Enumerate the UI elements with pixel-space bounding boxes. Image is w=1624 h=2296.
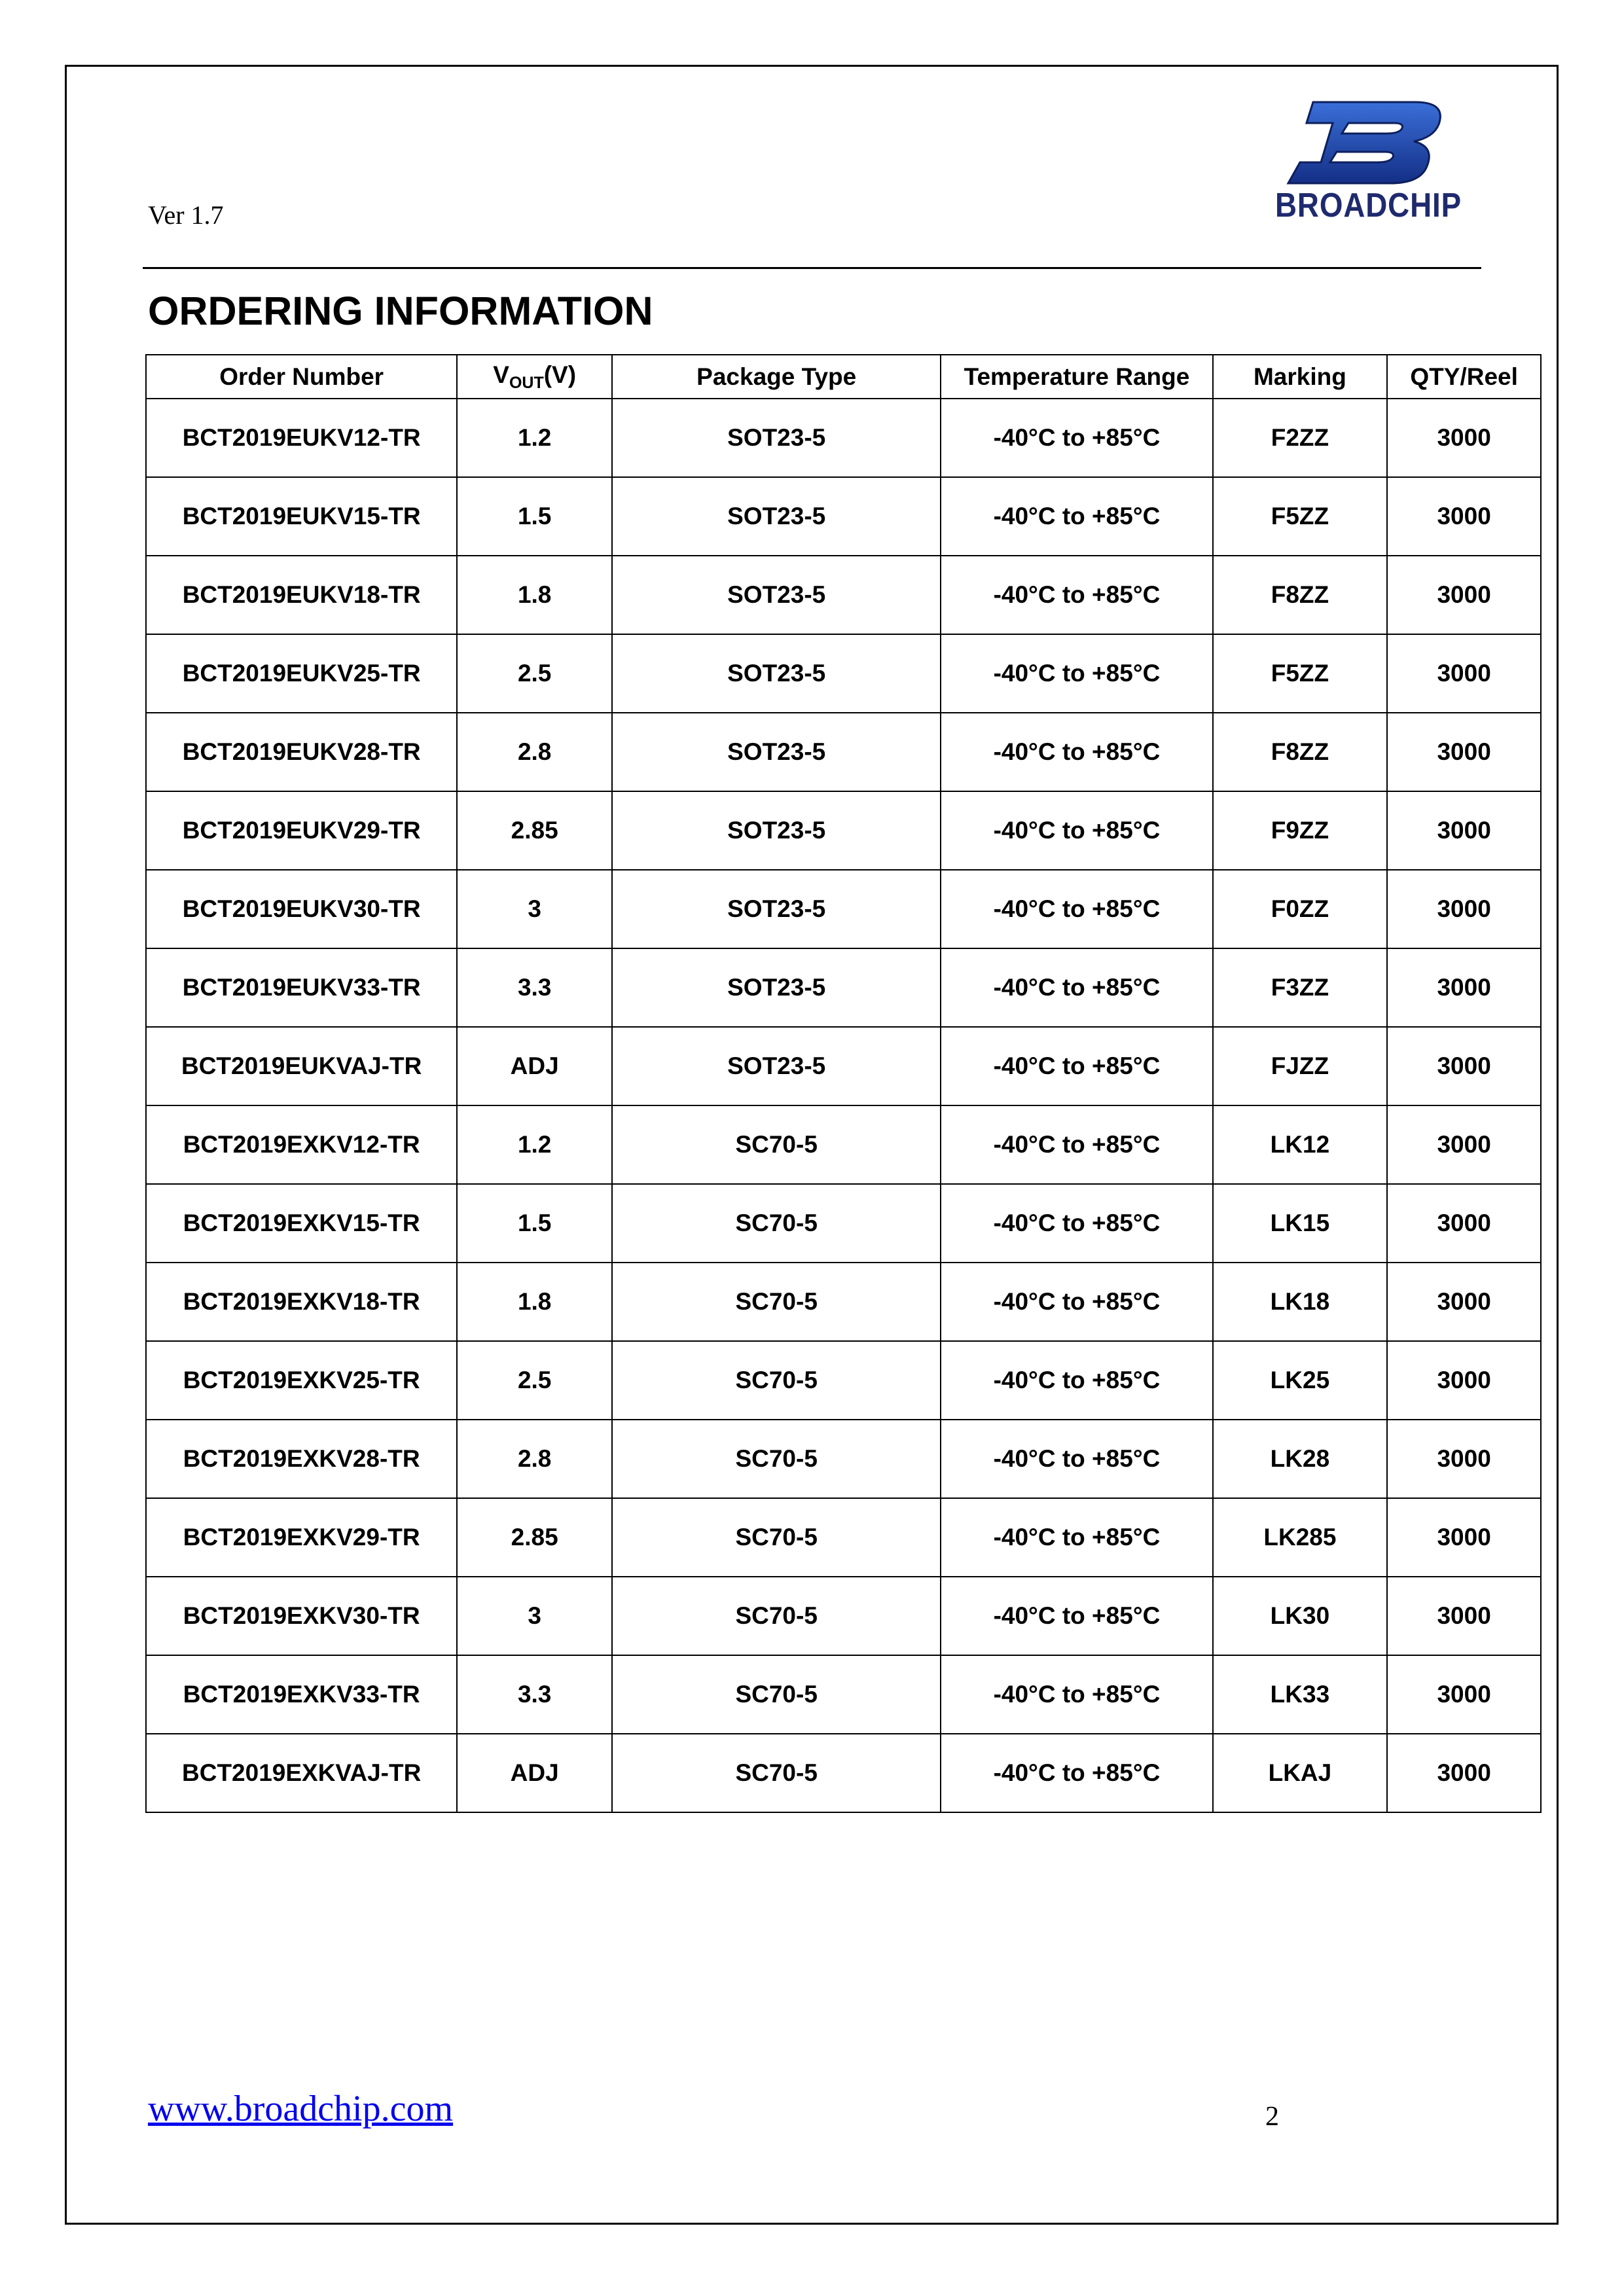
temperature-range-cell: -40°C to +85°C: [941, 1184, 1212, 1263]
vout-cell: 2.85: [457, 1498, 612, 1577]
table-row: [146, 634, 1541, 713]
temperature-range-cell: -40°C to +85°C: [941, 1655, 1212, 1734]
package-type-cell: SOT23-5: [612, 948, 941, 1027]
marking-cell: LK18: [1213, 1263, 1388, 1341]
logo-wordmark: BROADCHIP: [1275, 187, 1462, 224]
package-type-cell: SC70-5: [612, 1105, 941, 1184]
temperature-range-cell: -40°C to +85°C: [941, 1420, 1212, 1498]
order-number-cell: BCT2019EXKV33-TR: [146, 1655, 457, 1734]
package-type-cell: SC70-5: [612, 1420, 941, 1498]
vout-cell: 1.5: [457, 1184, 612, 1263]
marking-cell: F8ZZ: [1213, 556, 1388, 634]
marking-cell: LK285: [1213, 1498, 1388, 1577]
order-number-cell: BCT2019EUKV15-TR: [146, 477, 457, 556]
temperature-range-cell: -40°C to +85°C: [941, 1263, 1212, 1341]
vout-cell: 2.5: [457, 1341, 612, 1420]
temperature-range-cell: -40°C to +85°C: [941, 399, 1212, 477]
temperature-range-cell: -40°C to +85°C: [941, 1577, 1212, 1655]
order-number-cell: BCT2019EXKV28-TR: [146, 1420, 457, 1498]
header-vout: [457, 355, 612, 399]
temperature-range-cell: -40°C to +85°C: [941, 1498, 1212, 1577]
qty-reel-cell: 3000: [1387, 948, 1541, 1027]
temperature-range-cell: -40°C to +85°C: [941, 556, 1212, 634]
qty-reel-cell: 3000: [1387, 1577, 1541, 1655]
package-type-cell: SC70-5: [612, 1734, 941, 1812]
vout-cell: 3: [457, 1577, 612, 1655]
header-package-type: Package Type: [612, 355, 941, 399]
marking-cell: FJZZ: [1213, 1027, 1388, 1105]
vout-subscript: OUT: [509, 373, 544, 392]
table-row: [146, 1577, 1541, 1655]
marking-cell: LK15: [1213, 1184, 1388, 1263]
qty-reel-cell: 3000: [1387, 1027, 1541, 1105]
marking-cell: F0ZZ: [1213, 870, 1388, 948]
vout-cell: 2.5: [457, 634, 612, 713]
table-body: [146, 399, 1541, 1812]
package-type-cell: SOT23-5: [612, 713, 941, 791]
vout-suffix: (V): [543, 361, 577, 388]
marking-cell: F2ZZ: [1213, 399, 1388, 477]
temperature-range-cell: -40°C to +85°C: [941, 1734, 1212, 1812]
vout-cell: 2.8: [457, 1420, 612, 1498]
package-type-cell: SOT23-5: [612, 791, 941, 870]
order-number-cell: BCT2019EUKV33-TR: [146, 948, 457, 1027]
table-row: [146, 1184, 1541, 1263]
marking-cell: LK33: [1213, 1655, 1388, 1734]
package-type-cell: SOT23-5: [612, 477, 941, 556]
temperature-range-cell: -40°C to +85°C: [941, 1341, 1212, 1420]
website-link[interactable]: www.broadchip.com: [148, 2089, 454, 2129]
qty-reel-cell: 3000: [1387, 1655, 1541, 1734]
section-title: ORDERING INFORMATION: [148, 289, 653, 333]
temperature-range-cell: -40°C to +85°C: [941, 713, 1212, 791]
package-type-cell: SOT23-5: [612, 634, 941, 713]
vout-cell: ADJ: [457, 1734, 612, 1812]
qty-reel-cell: 3000: [1387, 791, 1541, 870]
logo-b-icon: [1275, 97, 1458, 188]
qty-reel-cell: 3000: [1387, 1498, 1541, 1577]
order-number-cell: BCT2019EXKV12-TR: [146, 1105, 457, 1184]
vout-cell: 2.85: [457, 791, 612, 870]
package-type-cell: SOT23-5: [612, 399, 941, 477]
marking-cell: LK30: [1213, 1577, 1388, 1655]
vout-cell: 1.2: [457, 399, 612, 477]
qty-reel-cell: 3000: [1387, 1263, 1541, 1341]
package-type-cell: SOT23-5: [612, 556, 941, 634]
page-number: 2: [1265, 2102, 1279, 2132]
qty-reel-cell: 3000: [1387, 1105, 1541, 1184]
marking-cell: F5ZZ: [1213, 477, 1388, 556]
package-type-cell: SC70-5: [612, 1263, 941, 1341]
header-temperature-range: Temperature Range: [941, 355, 1212, 399]
order-number-cell: BCT2019EXKV18-TR: [146, 1263, 457, 1341]
vout-prefix: V: [493, 361, 509, 388]
order-number-cell: BCT2019EUKV12-TR: [146, 399, 457, 477]
marking-cell: LK28: [1213, 1420, 1388, 1498]
temperature-range-cell: -40°C to +85°C: [941, 1105, 1212, 1184]
temperature-range-cell: -40°C to +85°C: [941, 477, 1212, 556]
qty-reel-cell: 3000: [1387, 1184, 1541, 1263]
marking-cell: LK12: [1213, 1105, 1388, 1184]
header-qty-reel: QTY/Reel: [1387, 355, 1541, 399]
order-number-cell: BCT2019EUKVAJ-TR: [146, 1027, 457, 1105]
vout-cell: 1.8: [457, 556, 612, 634]
vout-cell: 3.3: [457, 1655, 612, 1734]
table-row: [146, 1263, 1541, 1341]
header-divider: [143, 267, 1481, 269]
ordering-table: [145, 354, 1542, 1813]
marking-cell: F8ZZ: [1213, 713, 1388, 791]
package-type-cell: SC70-5: [612, 1341, 941, 1420]
marking-cell: F3ZZ: [1213, 948, 1388, 1027]
vout-cell: 1.2: [457, 1105, 612, 1184]
order-number-cell: BCT2019EXKV15-TR: [146, 1184, 457, 1263]
order-number-cell: BCT2019EXKV29-TR: [146, 1498, 457, 1577]
broadchip-logo: [1275, 97, 1462, 228]
version-label: Ver 1.7: [148, 200, 224, 230]
qty-reel-cell: 3000: [1387, 634, 1541, 713]
order-number-cell: BCT2019EUKV28-TR: [146, 713, 457, 791]
marking-cell: F9ZZ: [1213, 791, 1388, 870]
order-number-cell: BCT2019EUKV29-TR: [146, 791, 457, 870]
vout-cell: 3: [457, 870, 612, 948]
qty-reel-cell: 3000: [1387, 399, 1541, 477]
temperature-range-cell: -40°C to +85°C: [941, 948, 1212, 1027]
table-row: [146, 948, 1541, 1027]
vout-cell: 1.8: [457, 1263, 612, 1341]
order-number-cell: BCT2019EUKV18-TR: [146, 556, 457, 634]
qty-reel-cell: 3000: [1387, 870, 1541, 948]
table-row: [146, 1498, 1541, 1577]
marking-cell: LK25: [1213, 1341, 1388, 1420]
table-row: [146, 1027, 1541, 1105]
table-row: [146, 1420, 1541, 1498]
qty-reel-cell: 3000: [1387, 477, 1541, 556]
table-row: [146, 870, 1541, 948]
package-type-cell: SC70-5: [612, 1655, 941, 1734]
temperature-range-cell: -40°C to +85°C: [941, 870, 1212, 948]
qty-reel-cell: 3000: [1387, 1734, 1541, 1812]
table-header-row: [146, 355, 1541, 399]
table-row: [146, 477, 1541, 556]
table-row: [146, 1655, 1541, 1734]
header-marking: Marking: [1213, 355, 1388, 399]
order-number-cell: BCT2019EXKV30-TR: [146, 1577, 457, 1655]
temperature-range-cell: -40°C to +85°C: [941, 791, 1212, 870]
vout-cell: 2.8: [457, 713, 612, 791]
vout-cell: ADJ: [457, 1027, 612, 1105]
table-row: [146, 399, 1541, 477]
table-row: [146, 1341, 1541, 1420]
table-row: [146, 713, 1541, 791]
qty-reel-cell: 3000: [1387, 1420, 1541, 1498]
header-order-number: Order Number: [146, 355, 457, 399]
temperature-range-cell: -40°C to +85°C: [941, 1027, 1212, 1105]
table-row: [146, 1105, 1541, 1184]
vout-cell: 1.5: [457, 477, 612, 556]
package-type-cell: SC70-5: [612, 1184, 941, 1263]
table-row: [146, 791, 1541, 870]
table-row: [146, 556, 1541, 634]
package-type-cell: SC70-5: [612, 1498, 941, 1577]
qty-reel-cell: 3000: [1387, 556, 1541, 634]
table-row: [146, 1734, 1541, 1812]
qty-reel-cell: 3000: [1387, 1341, 1541, 1420]
marking-cell: LKAJ: [1213, 1734, 1388, 1812]
order-number-cell: BCT2019EXKV25-TR: [146, 1341, 457, 1420]
order-number-cell: BCT2019EUKV30-TR: [146, 870, 457, 948]
package-type-cell: SOT23-5: [612, 1027, 941, 1105]
package-type-cell: SC70-5: [612, 1577, 941, 1655]
marking-cell: F5ZZ: [1213, 634, 1388, 713]
temperature-range-cell: -40°C to +85°C: [941, 634, 1212, 713]
vout-cell: 3.3: [457, 948, 612, 1027]
package-type-cell: SOT23-5: [612, 870, 941, 948]
order-number-cell: BCT2019EXKVAJ-TR: [146, 1734, 457, 1812]
qty-reel-cell: 3000: [1387, 713, 1541, 791]
order-number-cell: BCT2019EUKV25-TR: [146, 634, 457, 713]
